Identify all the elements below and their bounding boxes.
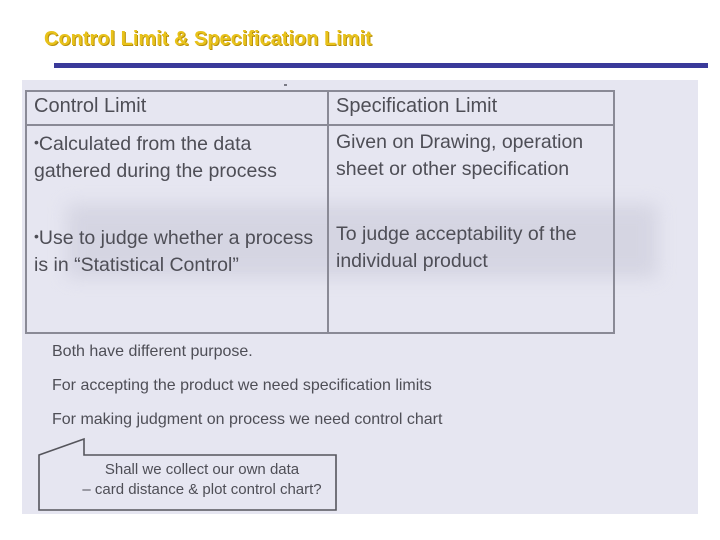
specification-limit-text-1: Given on Drawing, operation sheet or other specification (336, 131, 584, 180)
callout-text (58, 460, 346, 500)
note-specification: For accepting the product we need specification limits (52, 377, 432, 394)
title-rule (54, 63, 708, 68)
table-header-row (26, 91, 614, 125)
control-limit-point-1 (34, 129, 320, 185)
notes-list (52, 342, 442, 444)
table-body-row (26, 125, 614, 333)
bullet-icon: • (34, 228, 39, 244)
control-limit-point-2 (34, 223, 320, 279)
control-limit-text-2: Use to judge whether a process is in “Statistical Control” (34, 227, 314, 276)
scanned-page (22, 80, 698, 514)
control-limit-cell (26, 125, 328, 333)
specification-limit-cell (328, 125, 614, 333)
slide-title: Control Limit & Specification Limit (44, 28, 372, 50)
callout-line-2: – card distance & plot control chart? (82, 481, 322, 498)
specification-limit-text-2: To judge acceptability of the individual product (336, 223, 577, 272)
header-control-limit: Control Limit (26, 91, 328, 125)
comparison-table (25, 90, 615, 334)
note-purpose: Both have different purpose. (52, 343, 253, 360)
bullet-icon: • (34, 134, 39, 150)
scan-speck (284, 84, 287, 86)
header-specification-limit: Specification Limit (328, 91, 614, 125)
callout-line-1: Shall we collect our own data (104, 461, 300, 478)
note-control-chart: For making judgment on process we need control chart (52, 411, 443, 428)
control-limit-text-1: Calculated from the data gathered during the process (34, 133, 277, 182)
